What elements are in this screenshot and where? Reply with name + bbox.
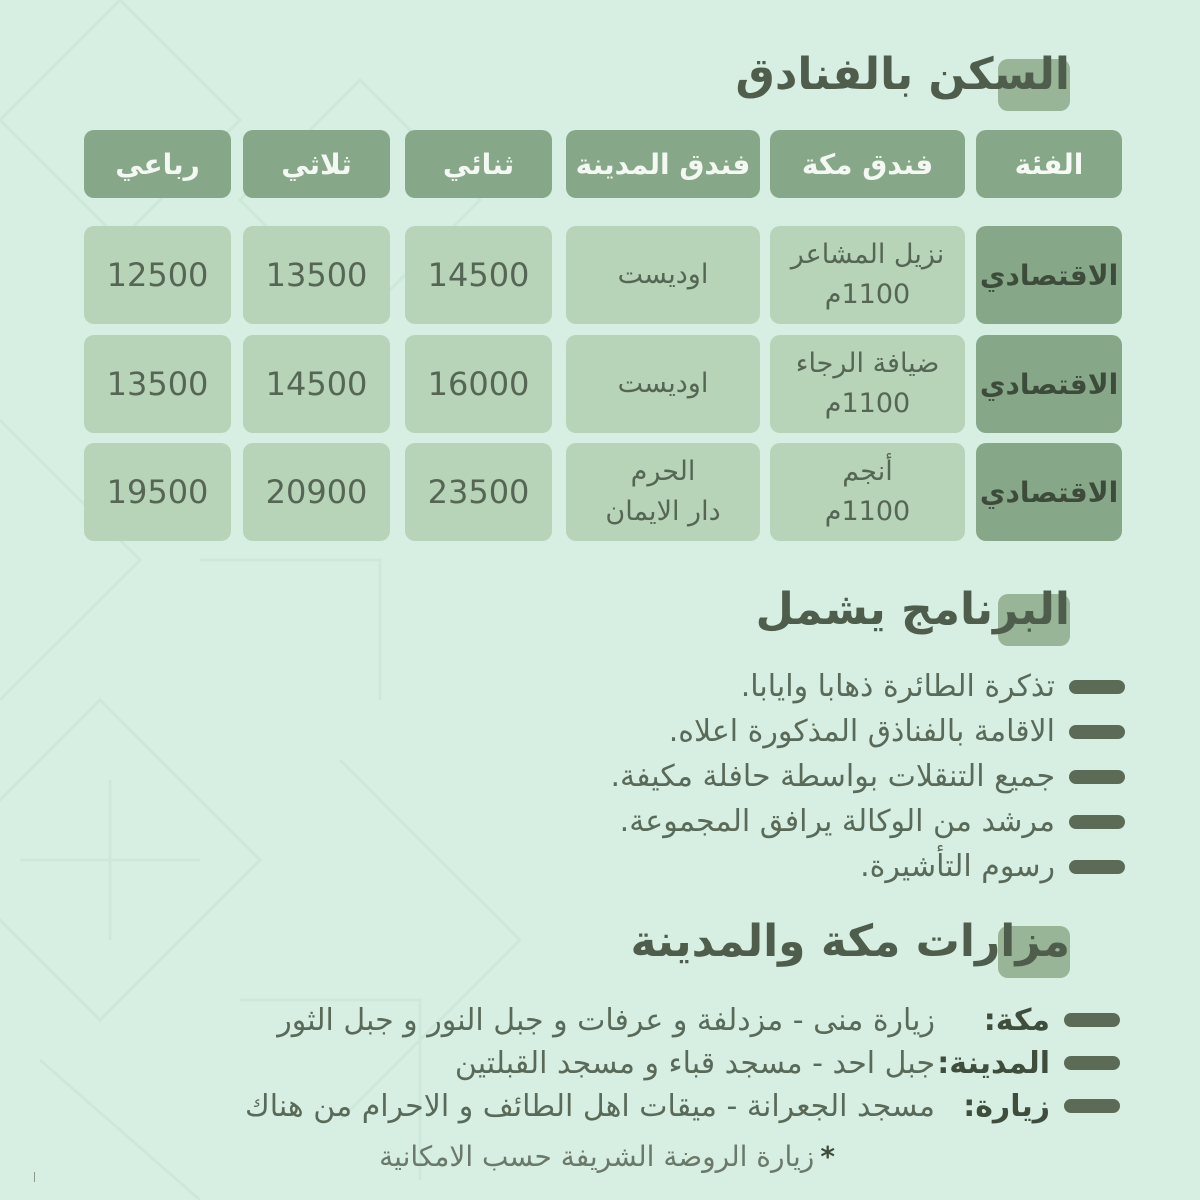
makkah-hotel-distance: 1100م xyxy=(824,388,911,419)
bullet-bar-icon xyxy=(1069,770,1125,784)
table-header-category: الفئة xyxy=(976,130,1122,198)
list-item xyxy=(277,998,1050,1042)
bullet-bar-icon xyxy=(1069,725,1125,739)
visit-text: زيارة منى - مزدلفة و عرفات و جبل النور و جبل الثور xyxy=(277,1002,935,1038)
bullet-bar-icon xyxy=(1069,815,1125,829)
visit-label: زيارة: xyxy=(963,1088,1050,1124)
table-cell-triple-price: 20900 xyxy=(243,443,390,541)
makkah-hotel-name: أنجم xyxy=(842,456,893,487)
table-cell-quad-price: 12500 xyxy=(84,226,231,324)
table-cell-madinah-hotel xyxy=(566,335,760,433)
list-item: رسوم التأشيرة. xyxy=(611,844,1056,889)
visit-label: مكة: xyxy=(983,1002,1050,1038)
list-item: جميع التنقلات بواسطة حافلة مكيفة. xyxy=(611,754,1056,799)
madinah-hotel-name: الحرم xyxy=(630,456,696,487)
footnote-text: زيارة الروضة الشريفة حسب الامكانية xyxy=(379,1140,815,1173)
table-cell-madinah-hotel xyxy=(566,443,760,541)
makkah-hotel-name: ضيافة الرجاء xyxy=(795,348,940,379)
table-row-category: الاقتصادي xyxy=(976,226,1122,324)
hotels-title: السكن بالفنادق xyxy=(735,49,1070,100)
bullet-bar-icon xyxy=(1064,1056,1120,1070)
visit-text: جبل احد - مسجد قباء و مسجد القبلتين xyxy=(454,1045,935,1081)
visits-section-title xyxy=(630,912,1070,972)
program-title: البرنامج يشمل xyxy=(755,584,1070,635)
list-item xyxy=(245,1084,1050,1128)
table-cell-makkah-hotel xyxy=(770,226,965,324)
list-item: الاقامة بالفناذق المذكورة اعلاه. xyxy=(611,709,1056,754)
bullet-bar-icon xyxy=(1064,1013,1120,1027)
table-cell-quad-price: 19500 xyxy=(84,443,231,541)
table-cell-double-price: 14500 xyxy=(405,226,552,324)
madinah-hotel-name: اوديست xyxy=(617,259,709,290)
table-header-makkah-hotel: فندق مكة xyxy=(770,130,965,198)
program-list xyxy=(611,664,1056,889)
list-item xyxy=(455,1041,1050,1085)
list-item: مرشد من الوكالة يرافق المجموعة. xyxy=(611,799,1056,844)
makkah-hotel-name: نزيل المشاعر xyxy=(790,239,945,270)
program-section-title xyxy=(756,580,1070,640)
table-row-category: الاقتصادي xyxy=(976,335,1122,433)
madinah-hotel-name-secondary: دار الايمان xyxy=(605,496,721,527)
footnote xyxy=(379,1140,835,1173)
table-header-triple: ثلاثي xyxy=(243,130,390,198)
list-item: تذكرة الطائرة ذهابا وايابا. xyxy=(611,664,1056,709)
table-cell-triple-price: 13500 xyxy=(243,226,390,324)
corner-mark xyxy=(34,1172,35,1182)
table-row-category: الاقتصادي xyxy=(976,443,1122,541)
asterisk-icon: * xyxy=(820,1140,835,1173)
table-cell-triple-price: 14500 xyxy=(243,335,390,433)
bullet-bar-icon xyxy=(1069,860,1125,874)
table-cell-double-price: 23500 xyxy=(405,443,552,541)
hotels-section-title xyxy=(735,45,1070,105)
table-cell-quad-price: 13500 xyxy=(84,335,231,433)
table-cell-makkah-hotel xyxy=(770,443,965,541)
table-cell-madinah-hotel xyxy=(566,226,760,324)
table-header-madinah-hotel: فندق المدينة xyxy=(566,130,760,198)
visit-text: مسجد الجعرانة - ميقات اهل الطائف و الاحرام من هناك xyxy=(245,1088,935,1124)
table-cell-double-price: 16000 xyxy=(405,335,552,433)
bullet-bar-icon xyxy=(1069,680,1125,694)
makkah-hotel-distance: 1100م xyxy=(824,279,911,310)
makkah-hotel-distance: 1100م xyxy=(824,496,911,527)
madinah-hotel-name: اوديست xyxy=(617,368,709,399)
bullet-bar-icon xyxy=(1064,1099,1120,1113)
visits-title: مزارات مكة والمدينة xyxy=(630,916,1070,967)
visit-label: المدينة: xyxy=(937,1045,1050,1081)
table-header-double: ثنائي xyxy=(405,130,552,198)
table-header-quad: رباعي xyxy=(84,130,231,198)
table-cell-makkah-hotel xyxy=(770,335,965,433)
